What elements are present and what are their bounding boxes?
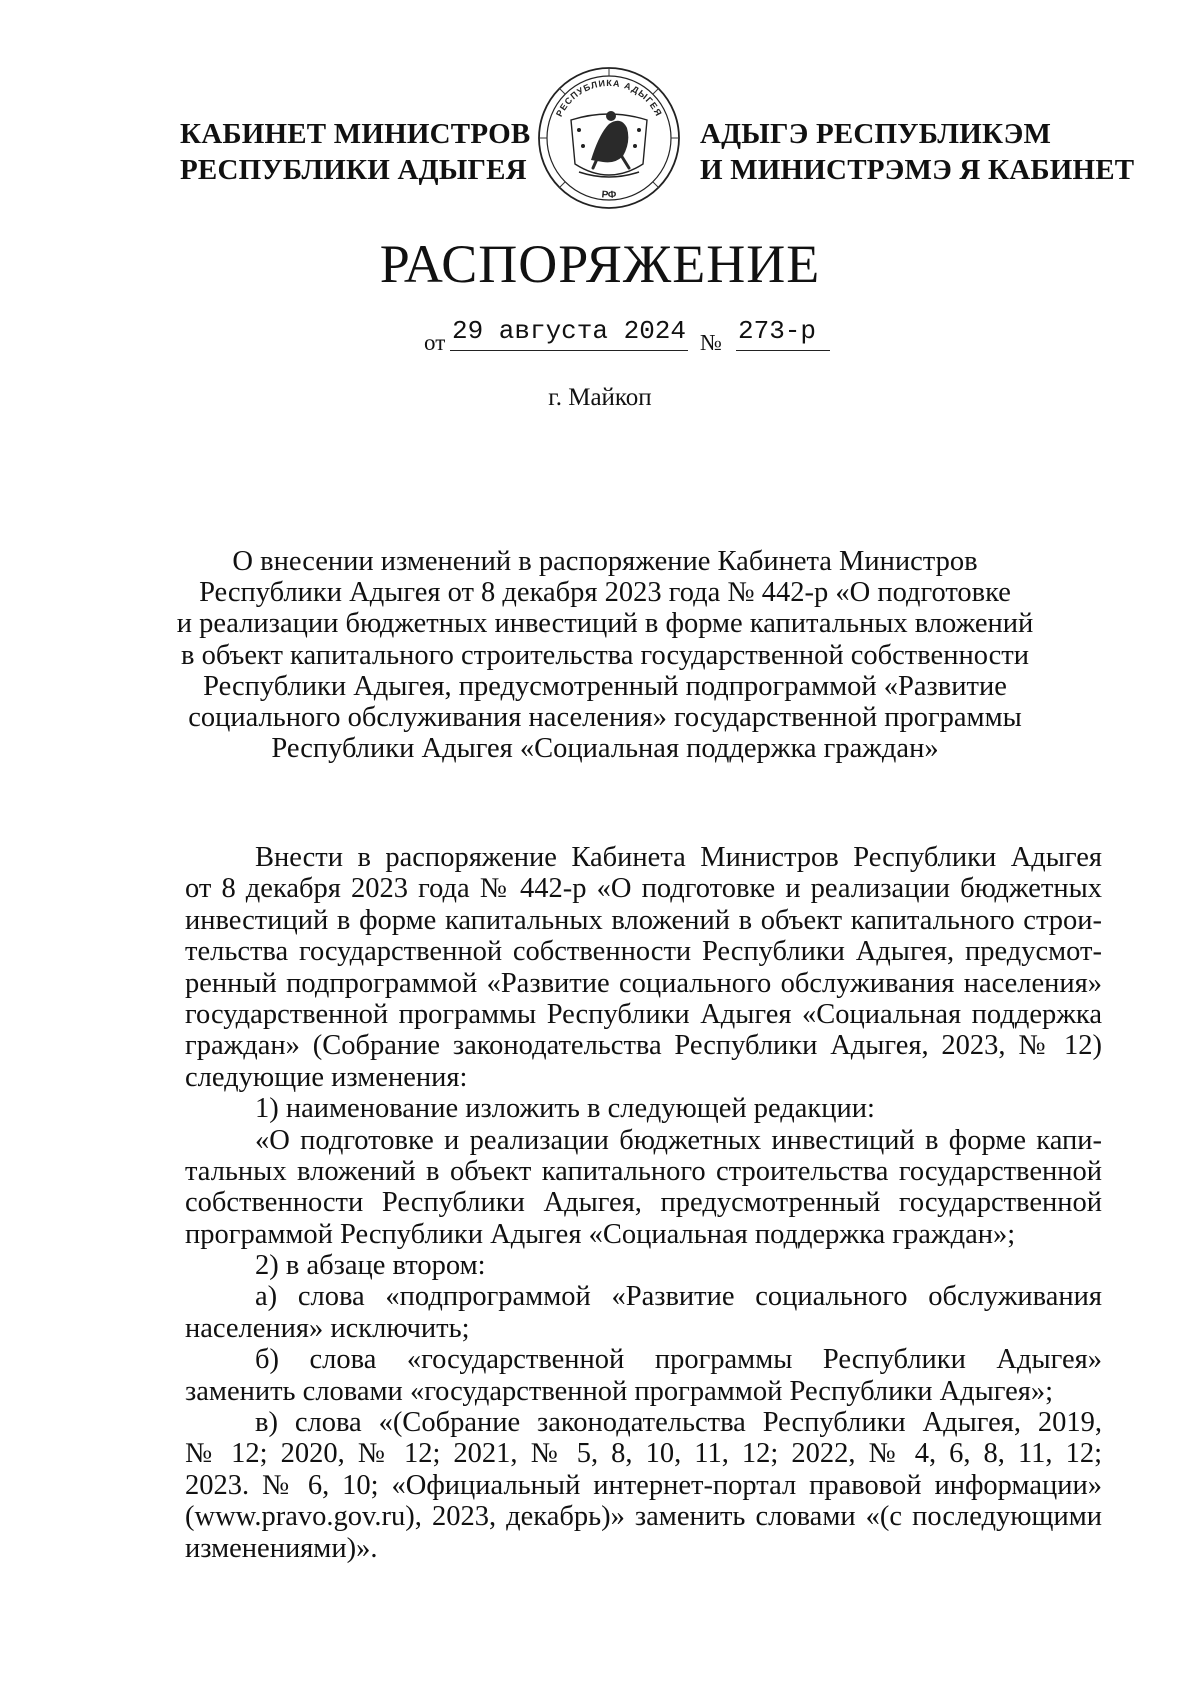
org-name-line: КАБИНЕТ МИНИСТРОВ	[180, 118, 531, 150]
body-line: заменить словами «государственной программой Республики Адыгея»;	[185, 1375, 1054, 1407]
body-line: 2) в абзаце втором:	[255, 1250, 486, 1282]
document-date: 29 августа 2024	[450, 314, 688, 351]
body-line: Внести в распоряжение Кабинета Министров Республики Адыгея	[255, 842, 1102, 873]
body-line: тельства государственной собственности Республики Адыгея, предусмот-	[185, 936, 1102, 968]
org-name-line: И МИНИСТРЭМЭ Я КАБИНЕТ	[700, 154, 1135, 186]
body-line: а) слова «подпрограммой «Развитие социального обслуживания	[255, 1281, 1102, 1313]
title-line: Республики Адыгея, предусмотренный подпрограммой «Развитие	[203, 670, 1007, 702]
date-prefix-label: от	[424, 330, 446, 355]
body-line: (www.pravo.gov.ru), 2023, декабрь)» заменить словами «(с последующими	[185, 1501, 1102, 1533]
body-line: 1) наименование изложить в следующей редакции:	[255, 1093, 875, 1125]
date-number-row	[0, 310, 1200, 358]
org-name-line: РЕСПУБЛИКИ АДЫГЕЯ	[180, 154, 527, 186]
body-line: 2023. № 6, 10; «Официальный интернет-портал правовой информации»	[185, 1469, 1102, 1501]
title-line: О внесении изменений в распоряжение Кабинета Министров	[232, 546, 978, 577]
body-line: в) слова «(Собрание законодательства Республики Адыгея, 2019,	[255, 1407, 1102, 1439]
body-line: программой Республики Адыгея «Социальная поддержка граждан»;	[185, 1218, 1016, 1250]
document-city: г. Майкоп	[548, 384, 652, 411]
body-line: собственности Республики Адыгея, предусмотренный государственной	[185, 1187, 1102, 1219]
title-line: социального обслуживания населения» государственной программы	[188, 702, 1022, 734]
body-line: от 8 декабря 2023 года № 442-р «О подготовке и реализации бюджетных	[185, 873, 1102, 905]
org-name-russian	[180, 116, 531, 188]
document-body	[185, 842, 1102, 1564]
body-line: населения» исключить;	[185, 1312, 470, 1344]
body-line: изменениями)».	[185, 1532, 378, 1564]
coat-of-arms-icon	[535, 64, 683, 212]
body-line: следующие изменения:	[185, 1061, 468, 1093]
body-line: б) слова «государственной программы Республики Адыгея»	[255, 1344, 1102, 1376]
svg-text:РЕСПУБЛИКА АДЫГЕЯ: РЕСПУБЛИКА АДЫГЕЯ	[554, 77, 664, 119]
document-title	[170, 546, 1040, 764]
body-line: № 12; 2020, № 12; 2021, № 5, 8, 10, 11, 12; 2022, № 4, 6, 8, 11, 12;	[185, 1438, 1102, 1470]
document-type-heading: РАСПОРЯЖЕНИЕ	[379, 234, 821, 294]
org-name-adyghe	[700, 116, 1135, 188]
number-sign-label: №	[700, 330, 722, 355]
title-line: и реализации бюджетных инвестиций в форме капитальных вложений	[176, 608, 1034, 640]
body-line: ренный подпрограммой «Развитие социального обслуживания населения»	[185, 967, 1102, 999]
org-name-line: АДЫГЭ РЕСПУБЛИКЭМ	[700, 118, 1052, 150]
body-line: государственной программы Республики Адыгея «Социальная поддержка	[185, 998, 1102, 1030]
svg-text:РФ: РФ	[601, 189, 617, 202]
title-line: Республики Адыгея «Социальная поддержка граждан»	[271, 733, 939, 765]
title-line: в объект капитального строительства государственной собственности	[180, 639, 1030, 671]
body-line: тальных вложений в объект капитального строительства государственной	[185, 1155, 1102, 1187]
document-number: 273-р	[736, 314, 830, 351]
body-line: «О подготовке и реализации бюджетных инвестиций в форме капи-	[255, 1124, 1102, 1156]
body-line: инвестиций в форме капитальных вложений в объект капитального строи-	[185, 904, 1102, 936]
body-line: граждан» (Собрание законодательства Республики Адыгея, 2023, № 12)	[185, 1030, 1102, 1062]
title-line: Республики Адыгея от 8 декабря 2023 года № 442-р «О подготовке	[199, 577, 1011, 609]
